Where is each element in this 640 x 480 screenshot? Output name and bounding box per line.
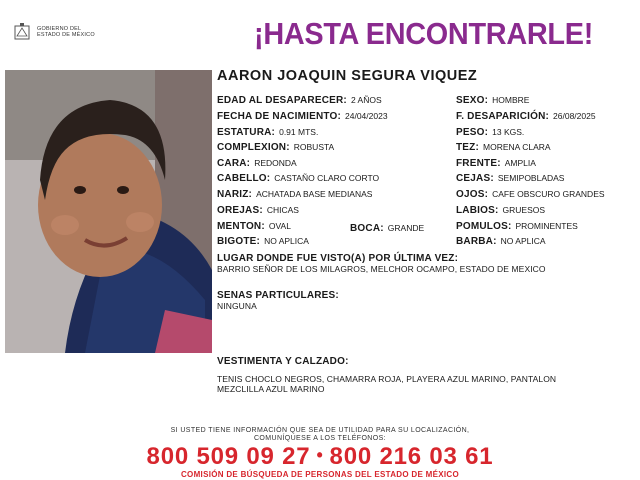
field-label: BOCA: (350, 223, 384, 234)
field-nose (217, 189, 372, 200)
field-beard (456, 236, 546, 247)
field-face (217, 158, 297, 169)
field-label: LABIOS: (456, 205, 499, 216)
field-value: CASTAÑO CLARO CORTO (274, 173, 380, 183)
field-lips (456, 205, 545, 216)
field-label: TEZ: (456, 142, 480, 153)
clothing-section (217, 356, 556, 394)
marks-section (217, 290, 339, 311)
logo-line-2: ESTADO DE MÉXICO (37, 32, 95, 38)
marks-value: NINGUNA (217, 301, 257, 311)
last-seen-value: BARRIO SEÑOR DE LOS MILAGROS, MELCHOR OCAMPO, ESTADO DE MEXICO (217, 264, 546, 274)
field-value: OVAL (268, 221, 291, 231)
phone-separator: • (316, 445, 324, 465)
field-label: PESO: (456, 127, 489, 138)
field-complexion (456, 142, 551, 153)
field-label: BIGOTE: (217, 236, 261, 247)
field-value: PROMINENTES (515, 221, 578, 231)
field-cheekbones (456, 221, 578, 232)
marks-title: SENAS PARTICULARES: (217, 290, 339, 301)
field-value: SEMIPOBLADAS (497, 173, 565, 183)
field-value: 26/08/2025 (553, 111, 596, 121)
field-value: 2 AÑOS (350, 95, 382, 105)
field-label: COMPLEXION: (217, 142, 290, 153)
last-seen-title: LUGAR DONDE FUE VISTO(A) POR ÚLTIMA VEZ: (217, 253, 459, 264)
field-label: NARIZ: (217, 189, 253, 200)
field-mustache (217, 236, 309, 247)
field-label: MENTON: (217, 221, 265, 232)
clothing-line-2: MEZCLILLA AZUL MARINO (217, 384, 325, 394)
clothing-line-1: TENIS CHOCLO NEGROS, CHAMARRA ROJA, PLAYERA AZUL MARINO, PANTALON (217, 374, 557, 384)
missing-person-photo (5, 70, 212, 353)
field-mouth (350, 223, 424, 234)
field-sex (456, 95, 529, 106)
government-logo (12, 22, 95, 42)
phone-number-2[interactable]: 800 216 03 61 (329, 443, 494, 470)
field-value: MORENA CLARA (483, 142, 551, 152)
footer-note-line-1: SI USTED TIENE INFORMACIÓN QUE SEA DE UTILIDAD PARA SU LOCALIZACIÓN, (170, 427, 470, 434)
field-value: GRUESOS (502, 205, 546, 215)
field-label: FRENTE: (456, 158, 501, 169)
field-height (217, 127, 318, 138)
field-hair (217, 173, 379, 184)
field-chin (217, 221, 291, 232)
commission-name: COMISIÓN DE BÚSQUEDA DE PERSONAS DEL ESTADO DE MÉXICO (180, 470, 459, 479)
field-label: OREJAS: (217, 205, 263, 216)
field-value: NO APLICA (264, 236, 309, 246)
field-value: 0.91 MTS. (279, 127, 319, 137)
field-label: FECHA DE NACIMIENTO: (217, 111, 341, 122)
field-value: ROBUSTA (293, 142, 335, 152)
field-build (217, 142, 334, 153)
field-value: REDONDA (254, 158, 297, 168)
field-label: CABELLO: (217, 173, 271, 184)
field-value: HOMBRE (492, 95, 530, 105)
field-label: OJOS: (456, 189, 489, 200)
field-value: 24/04/2023 (345, 111, 388, 121)
field-birthdate (217, 111, 388, 122)
field-age (217, 95, 382, 106)
field-value: AMPLIA (504, 158, 536, 168)
child-portrait-icon (5, 70, 212, 353)
field-eyebrows (456, 173, 564, 184)
field-label: POMULOS: (456, 221, 512, 232)
field-value: ACHATADA BASE MEDIANAS (256, 189, 373, 199)
field-label: ESTATURA: (217, 127, 276, 138)
phone-numbers (0, 443, 640, 471)
phone-number-1[interactable]: 800 509 09 27 (146, 443, 311, 470)
field-disappearance-date (456, 111, 596, 122)
field-value: CHICAS (266, 205, 299, 215)
logo-line-1: GOBIERNO DEL (37, 25, 82, 32)
field-value: CAFE OBSCURO GRANDES (492, 189, 605, 199)
footer-note-line-2: COMUNÍQUESE A LOS TELÉFONOS: (253, 435, 387, 442)
field-eyes (456, 189, 605, 200)
coat-of-arms-icon (12, 22, 32, 42)
field-forehead (456, 158, 536, 169)
field-value: 13 KGS. (492, 127, 525, 137)
field-label: BARBA: (456, 236, 497, 247)
field-label: F. DESAPARICIÓN: (456, 111, 550, 122)
field-value: GRANDE (387, 223, 425, 233)
field-label: CARA: (217, 158, 251, 169)
field-label: SEXO: (456, 95, 489, 106)
person-name: AARON JOAQUIN SEGURA VIQUEZ (217, 68, 478, 84)
field-label: CEJAS: (456, 173, 494, 184)
field-value: NO APLICA (500, 236, 546, 246)
field-weight (456, 127, 524, 138)
last-seen-section (217, 253, 546, 274)
logo-text (37, 26, 95, 39)
field-ears (217, 205, 299, 216)
clothing-title: VESTIMENTA Y CALZADO: (217, 356, 349, 367)
field-label: EDAD AL DESAPARECER: (217, 95, 347, 106)
banner-title: ¡HASTA ENCONTRARLE! (254, 16, 594, 51)
